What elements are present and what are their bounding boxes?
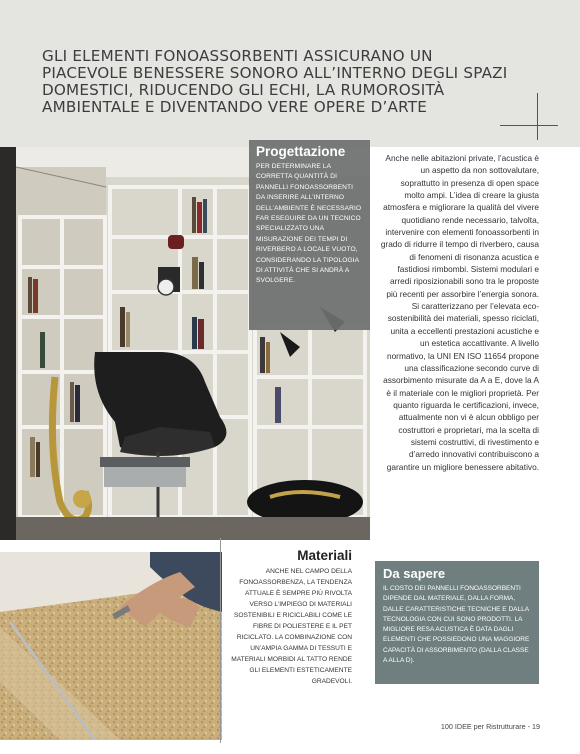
materiali-text: ANCHE NEL CAMPO DELLA FONOASSORBENZA, LA TENDENZA ATTUALE È SEMPRE PIÙ RIVOLTA VERSO L’IMPIEGO DI MATERIALI SOSTENIBILI E RICICLABILI COME LE FIBRE DI POLIESTERE E IL PET RICICLATO. LA COMBINAZIONE CON UN’AMPIA GAMMA DI TESSUTI E MATERIALI MORBIDI AL TATTO RENDE GLI ELEMENTI ESTETICAMENTE GRADEVOLI.	[231, 568, 352, 685]
body-text: Anche nelle abitazioni private, l’acustica è un aspetto da non sottovalutare, soprattutto in presenza di open space molto ampi. L’idea di creare la giusta atmosfera e migliorare la qualità del vivere quotidiano rende necessario, talvolta, intervenire con elementi fonoassorbenti in grado di ridurre il tempo di riverbero, causa di fenomeni di risonanza acustica e fastidiosi rimbombi. Sistemi modulari e arredi riposizionabili sono tra le proposte più recenti per assorbire l’energia sonora. Si caratterizzano per l’elevata eco-sostenibilità dei materiali, spesso riciclati, unita a eccellenti prestazioni acustiche e un estetica accattivante. A livello normativo, la UNI EN ISO 11654 propone una classificazione secondo curve di assorbimento misurate da A a E, dove la A è il materiale con le migliori proprietà. Per quanto riguarda le certificazioni, invece, attualmente non vi è alcun obbligo per costruttori e proprietari, ma la scelta di sistemi costruttivi, di rivestimento e d’arredo innovativi contribuiscono a garantire un migliore benessere abitativo.	[380, 153, 539, 472]
cork-installation-photo	[0, 552, 222, 740]
da-sapere-title: Da sapere	[383, 566, 446, 581]
progettazione-title: Progettazione	[256, 144, 346, 159]
headline: GLI ELEMENTI FONOASSORBENTI ASSICURANO UN PIACEVOLE BENESSERE SONORO ALL’INTERNO DEGLI SPAZI DOMESTICI, RIDUCENDO GLI ECHI, LA RUMOROSITÀ AMBIENTALE E DIVENTANDO VERE OPERE D’ARTE	[42, 47, 508, 116]
progettazione-box	[249, 140, 370, 330]
crop-mark-vertical	[537, 93, 538, 140]
materiali-title: Materiali	[297, 548, 352, 563]
page-footer: 100 IDEE per Ristrutturare - 19	[440, 722, 540, 731]
progettazione-text: PER DETERMINARE LA CORRETTA QUANTITÀ DI PANNELLI FONOASSORBENTI DA INSERIRE ALL’INTERNO DELL’AMBIENTE È NECESSARIO FAR ESEGUIRE DA UN TECNICO SPECIALIZZATO UNA MISURAZIONE DEI TEMPI DI RIVERBERO A LOCALE VUOTO, CONSIDERANDO LA TIPOLOGIA DI ATTIVITÀ CHE SI ANDRÀ A SVOLGERE.	[256, 163, 362, 285]
crop-mark-horizontal	[500, 125, 558, 126]
da-sapere-box	[375, 561, 539, 684]
vertical-rule	[220, 538, 221, 743]
da-sapere-text: IL COSTO DEI PANNELLI FONOASSORBENTI DIPENDE DAL MATERIALE, DALLA FORMA, DALLE CARATTERISTICHE TECNICHE E DALLA TECNOLOGIA CON CUI SONO PRODOTTI. LA MIGLIORE RESA ACUSTICA È DATA DAGLI ELEMENTI CHE POSSIEDONO UNA MAGGIORE CAPACITÀ DI ASSORBIMENTO (DALLA CLASSE A ALLA D).	[383, 585, 530, 665]
